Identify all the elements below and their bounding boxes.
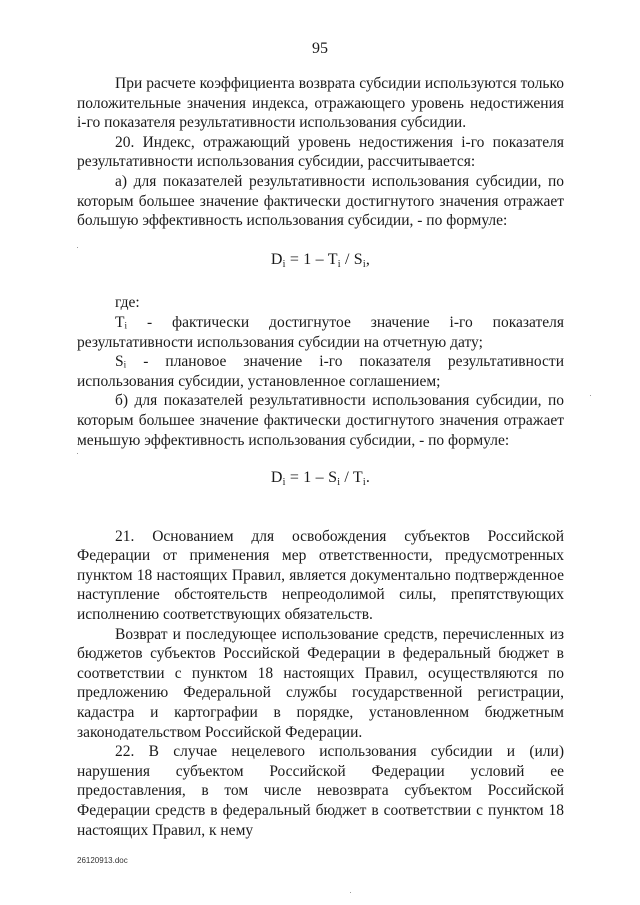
formula-second-lhs: D xyxy=(270,469,283,487)
paragraph-21: 21. Основанием для освобождения субъектов Российской Федерации от применения мер ответственности, предусмотренных пунктом 18 настоящих Правил, является документально подтвержденное наступление обстоятельств непреодолимой силы, препятствующих исполнению соответствующих обязательств. xyxy=(77,527,564,624)
formula-second-lhs-sub: i xyxy=(282,477,286,489)
formula-second xyxy=(77,468,564,493)
formula-first-rhs-b: / S xyxy=(340,250,363,268)
formula-second-tail: . xyxy=(365,469,371,487)
scan-speck xyxy=(590,395,591,396)
formula-second-rhs-b-sub: i xyxy=(362,477,366,489)
formula-first-rhs-a-sub: i xyxy=(337,258,341,270)
formula-first-lhs-sub: i xyxy=(282,258,286,270)
formula-first-lhs: D xyxy=(270,250,283,268)
paragraph-20a: а) для показателей результативности использования субсидии, по которым большее значение фактически достигнутого значения отражает большую эффективность использования субсидии, - по формуле: xyxy=(77,172,564,230)
formula-second-rhs-b: / T xyxy=(340,469,363,487)
formula-second-rhs-a-sub: i xyxy=(337,477,341,489)
paragraph-definition-s: Sᵢ - плановое значение i-го показателя результативности использования субсидии, установленное соглашением; xyxy=(77,353,564,390)
paragraph-22: 22. В случае нецелевого использования субсидии и (или) нарушения субъектом Российской Федерации условий ее предоставления, в том числе невозврата субъектом Российской Федерации средств в федеральный бюджет в соответствии с пунктом 18 настоящих Правил, к нему xyxy=(77,743,564,839)
scan-speck xyxy=(77,453,78,454)
scan-speck xyxy=(77,247,78,248)
formula-first xyxy=(77,250,564,275)
paragraph-20b: б) для показателей результативности использования субсидии, по которым большее значение фактически достигнутого значения отражает меньшую эффективность использования субсидии, - по формуле: xyxy=(77,392,564,449)
paragraph-definition-t: Tᵢ - фактически достигнутое значение i-го показателя результативности использования субсидии на отчетную дату; xyxy=(77,313,564,351)
paragraph-21-return: Возврат и последующее использование средств, перечисленных из бюджетов субъектов Российской Федерации в федеральный бюджет в соответствии с пунктом 18 настоящих Правил, осуществляются по предложению Федеральной службы государственной регистрации, кадастра и картографии в порядке, установленном бюджетным законодательством Российской Федерации. xyxy=(77,625,564,741)
formula-first-rhs-a: = 1 – T xyxy=(285,250,338,268)
page-number: 95 xyxy=(312,40,328,57)
formula-second-rhs-a: = 1 – S xyxy=(285,469,338,487)
paragraph-where: где: xyxy=(115,294,140,312)
paragraph-20: 20. Индекс, отражающий уровень недостижения i-го показателя результативности использования субсидии, рассчитывается: xyxy=(77,133,564,171)
formula-first-tail: , xyxy=(365,250,371,268)
formula-first-rhs-b-sub: i xyxy=(362,258,366,270)
document-body xyxy=(77,74,564,840)
scan-speck xyxy=(350,892,351,893)
paragraph-index-positive-values: При расчете коэффициента возврата субсидии используются только положительные значения индекса, отражающего уровень недостижения i-го показателя результативности использования субсидии. xyxy=(77,75,564,132)
footer-filename: 26120913.doc xyxy=(77,856,128,865)
